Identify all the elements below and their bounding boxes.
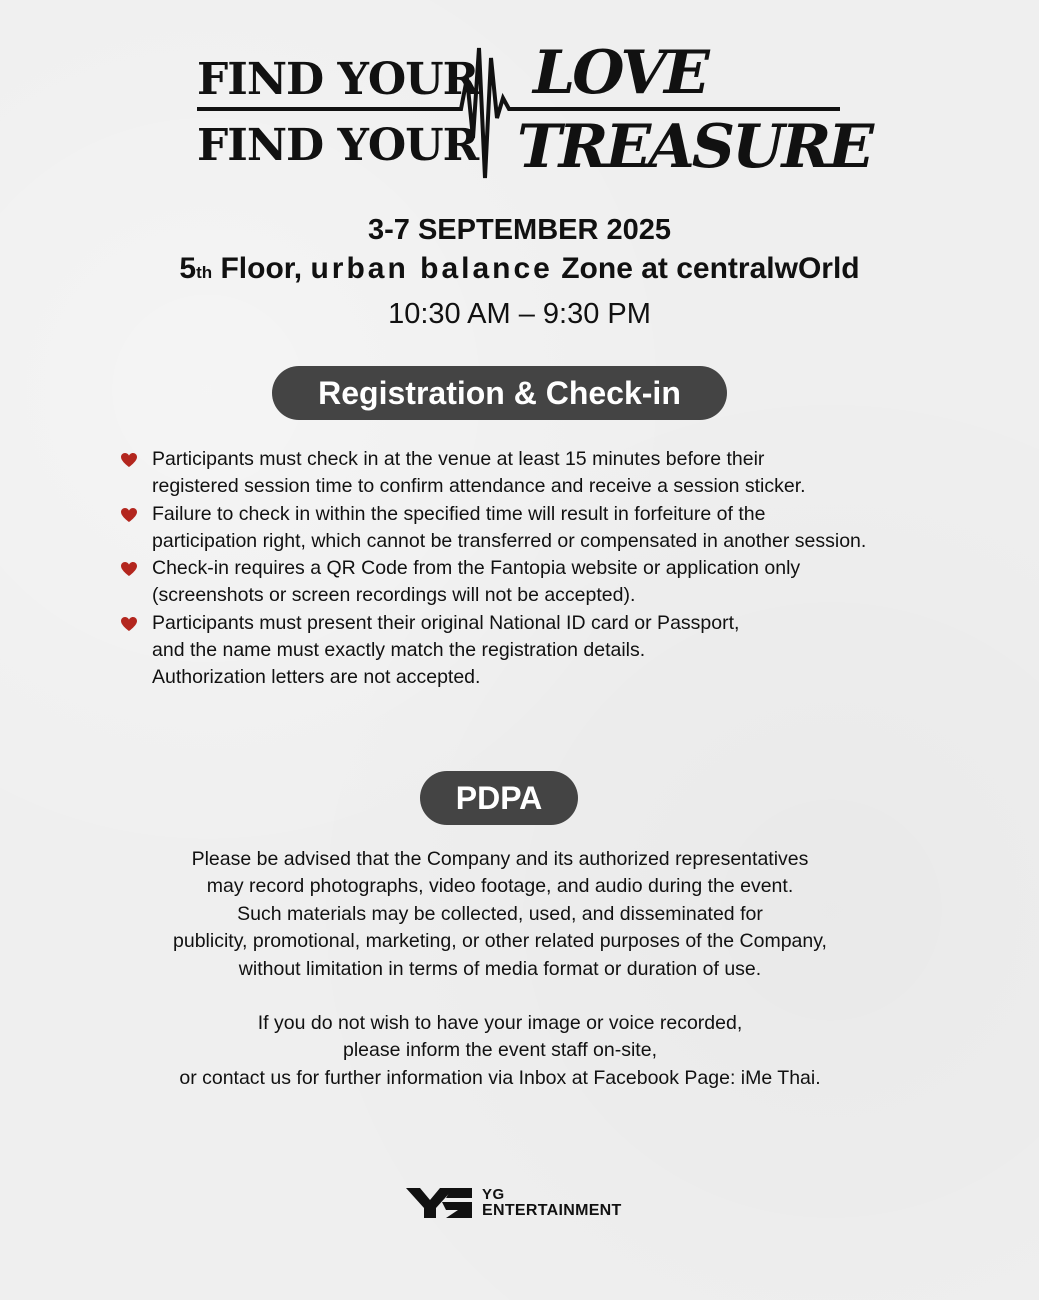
registration-rule-line: registered session time to confirm attendance and receive a session sticker. (152, 475, 806, 498)
logo-left-line1: FIND YOUR (197, 54, 479, 105)
yg-entertainment-logo (406, 1186, 646, 1226)
mall-name: centralwOrld (676, 252, 860, 285)
brand-line2: ENTERTAINMENT (482, 1202, 622, 1219)
pdpa-text-line: please inform the event staff on-site, (343, 1039, 657, 1062)
heart-icon (120, 561, 138, 577)
event-date: 3-7 SEPTEMBER 2025 (367, 214, 671, 246)
logo-right-line2: TREASURE (517, 112, 872, 182)
registration-rules-list (120, 446, 940, 692)
event-logo (195, 38, 872, 188)
registration-rule-line: Participants must check in at the venue at least 15 minutes before their (152, 448, 765, 470)
registration-rule-item (120, 446, 940, 501)
event-venue (0, 252, 1039, 286)
pdpa-text-line: without limitation in terms of media format or duration of use. (238, 957, 762, 980)
registration-rule-line: participation right, which cannot be transferred or compensated in another session. (152, 529, 867, 552)
registration-heading: Registration & Check-in (272, 366, 727, 420)
registration-rule-line: Failure to check in within the specified time will result in forfeiture of the (152, 502, 766, 525)
zone-name: urban balance (310, 252, 553, 285)
registration-rule-line: Participants must present their original National ID card or Passport, (152, 611, 740, 634)
pdpa-heading: PDPA (420, 771, 578, 825)
heart-icon (120, 616, 138, 632)
pdpa-text-line: If you do not wish to have your image or voice recorded, (257, 1012, 743, 1035)
heart-icon (120, 507, 138, 523)
registration-rule-line: Authorization letters are not accepted. (152, 666, 481, 689)
floor-suffix: th (196, 263, 213, 282)
brand-line1: YG (482, 1186, 505, 1203)
registration-rule-item (120, 501, 940, 556)
pdpa-text-line: may record photographs, video footage, and audio during the event. (206, 875, 794, 898)
pdpa-notice (0, 846, 1000, 1092)
event-time: 10:30 AM – 9:30 PM (388, 298, 651, 330)
registration-rule-line: (screenshots or screen recordings will not be accepted). (152, 584, 636, 607)
floor-word: Floor, (220, 252, 303, 285)
registration-rule-item (120, 555, 940, 610)
paragraph-gap (0, 983, 1000, 1010)
pdpa-text-line: or contact us for further information via Inbox at Facebook Page: iMe Thai. (179, 1066, 821, 1089)
logo-left-line2: FIND YOUR (197, 120, 479, 171)
yg-logo-icon (406, 1186, 472, 1220)
pdpa-text-line: Such materials may be collected, used, and disseminated for (237, 902, 763, 925)
zone-at: Zone at (561, 252, 668, 285)
floor-number: 5 (179, 252, 197, 285)
logo-right-line1: LOVE (533, 38, 707, 108)
registration-rule-line: and the name must exactly match the registration details. (152, 639, 646, 662)
registration-rule-item (120, 610, 940, 692)
registration-rule-line: Check-in requires a QR Code from the Fantopia website or application only (152, 557, 801, 580)
heart-icon (120, 452, 138, 468)
pdpa-text-line: Please be advised that the Company and its authorized representatives (191, 848, 809, 870)
pdpa-text-line: publicity, promotional, marketing, or other related purposes of the Company, (173, 930, 827, 953)
